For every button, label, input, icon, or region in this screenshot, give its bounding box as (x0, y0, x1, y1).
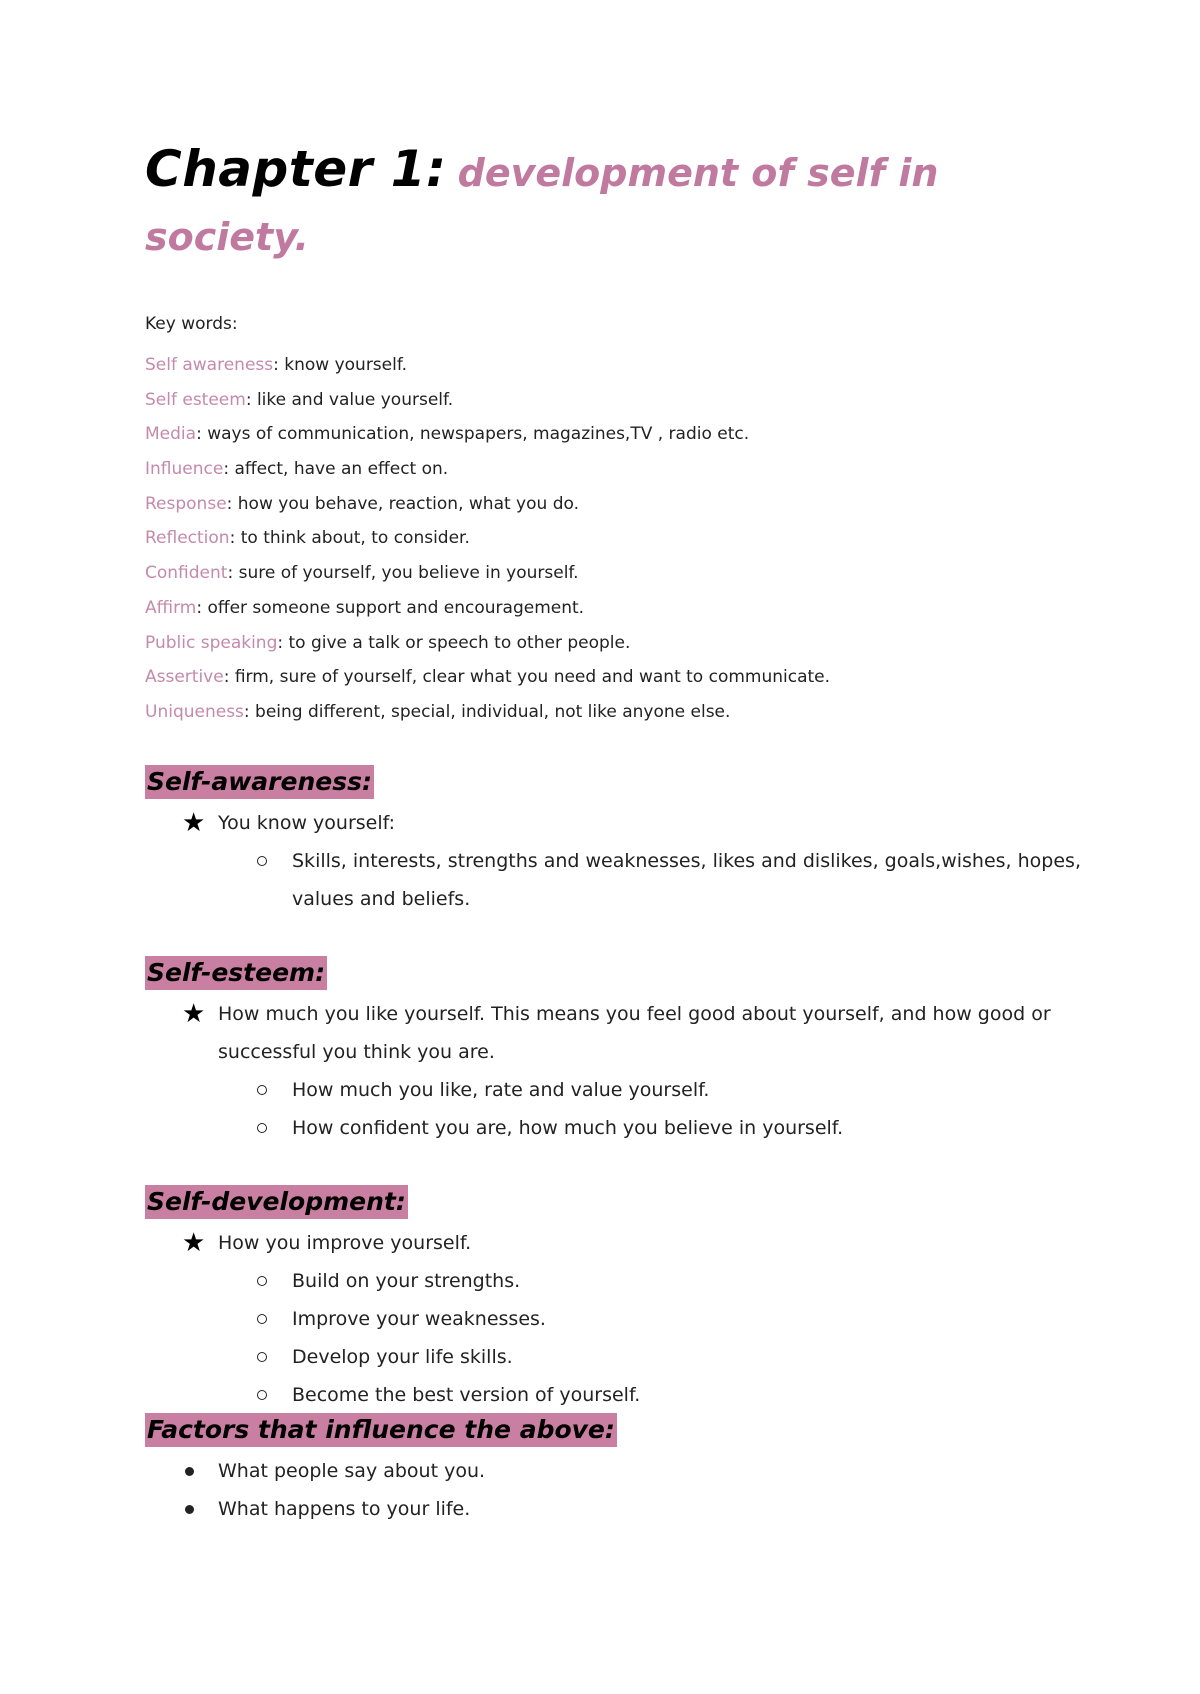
page-title (145, 138, 1045, 270)
key-word-item (145, 626, 830, 661)
key-word-term: Confident (145, 563, 228, 584)
self-development-subpoint: Improve your weaknesses. (292, 1308, 546, 1330)
key-word-item (145, 348, 830, 383)
key-words-list (145, 348, 830, 730)
self-awareness-point: You know yourself: (218, 812, 396, 834)
circle-bullet-icon (257, 1123, 267, 1133)
key-word-item (145, 521, 830, 556)
key-word-definition: : like and value yourself. (245, 389, 454, 410)
circle-bullet-icon (257, 1390, 267, 1400)
section-heading-self-development: Self-development: (145, 1185, 408, 1219)
circle-bullet-icon (257, 1314, 267, 1324)
bullet-dot-icon (185, 1505, 194, 1514)
key-word-item (145, 417, 830, 452)
key-word-definition: : firm, sure of yourself, clear what you need and want to communicate. (223, 667, 831, 688)
section-heading-factors: Factors that influence the above: (145, 1413, 617, 1447)
key-word-item (145, 660, 830, 695)
key-word-definition: : affect, have an effect on. (223, 459, 449, 480)
circle-bullet-icon (257, 1085, 267, 1095)
key-word-item (145, 591, 830, 626)
key-words-heading: Key words: (145, 314, 238, 334)
key-word-definition: : to think about, to consider. (229, 528, 470, 549)
self-esteem-point-line2: successful you think you are. (218, 1041, 495, 1063)
key-word-term: Affirm (145, 597, 197, 618)
key-word-item (145, 452, 830, 487)
self-esteem-point-line1: How much you like yourself. This means you feel good about yourself, and how good or (218, 1003, 1051, 1025)
key-word-term: Response (145, 493, 227, 514)
section-heading-self-esteem: Self-esteem: (145, 956, 327, 990)
key-word-term: Public speaking (145, 632, 278, 653)
key-word-definition: : to give a talk or speech to other people. (277, 632, 631, 653)
circle-bullet-icon (257, 1352, 267, 1362)
key-word-term: Assertive (145, 667, 224, 688)
key-word-term: Influence (145, 459, 224, 480)
factor-item: What happens to your life. (218, 1498, 471, 1520)
self-development-subpoint: Build on your strengths. (292, 1270, 521, 1292)
star-bullet-icon: ★ (182, 1228, 206, 1258)
key-word-term: Media (145, 424, 197, 445)
key-word-definition: : being different, special, individual, not like anyone else. (243, 701, 731, 722)
key-word-item (145, 383, 830, 418)
key-word-term: Uniqueness (145, 701, 244, 722)
self-development-subpoint: Become the best version of yourself. (292, 1384, 641, 1406)
key-word-definition: : how you behave, reaction, what you do. (226, 493, 579, 514)
section-heading-self-awareness: Self-awareness: (145, 765, 374, 799)
chapter-label: Chapter 1: (145, 140, 447, 198)
key-word-item (145, 695, 830, 730)
key-word-item (145, 487, 830, 522)
key-word-definition: : know yourself. (273, 355, 407, 375)
star-bullet-icon: ★ (182, 808, 206, 838)
chapter-subtitle-line1: development of self in (457, 151, 939, 195)
self-development-point: How you improve yourself. (218, 1232, 472, 1254)
key-word-term: Self esteem (145, 389, 246, 410)
self-awareness-subpoint-line2: values and beliefs. (292, 888, 471, 910)
key-word-definition: : sure of yourself, you believe in yourself. (227, 563, 579, 584)
self-esteem-subpoint: How confident you are, how much you believe in yourself. (292, 1117, 844, 1139)
self-awareness-subpoint-line1: Skills, interests, strengths and weaknesses, likes and dislikes, goals,wishes, hopes, (292, 850, 1081, 872)
key-word-item (145, 556, 830, 591)
key-word-term: Reflection (145, 528, 230, 549)
circle-bullet-icon (257, 856, 267, 866)
key-word-term: Self awareness (145, 355, 274, 375)
bullet-dot-icon (185, 1467, 194, 1476)
key-word-definition: : ways of communication, newspapers, magazines,TV , radio etc. (196, 424, 750, 445)
self-esteem-subpoint: How much you like, rate and value yourself. (292, 1079, 710, 1101)
self-development-subpoint: Develop your life skills. (292, 1346, 513, 1368)
chapter-subtitle-line2: society. (145, 215, 309, 259)
star-bullet-icon: ★ (182, 999, 206, 1029)
key-word-definition: : offer someone support and encouragement. (196, 597, 585, 618)
factor-item: What people say about you. (218, 1460, 486, 1482)
circle-bullet-icon (257, 1276, 267, 1286)
